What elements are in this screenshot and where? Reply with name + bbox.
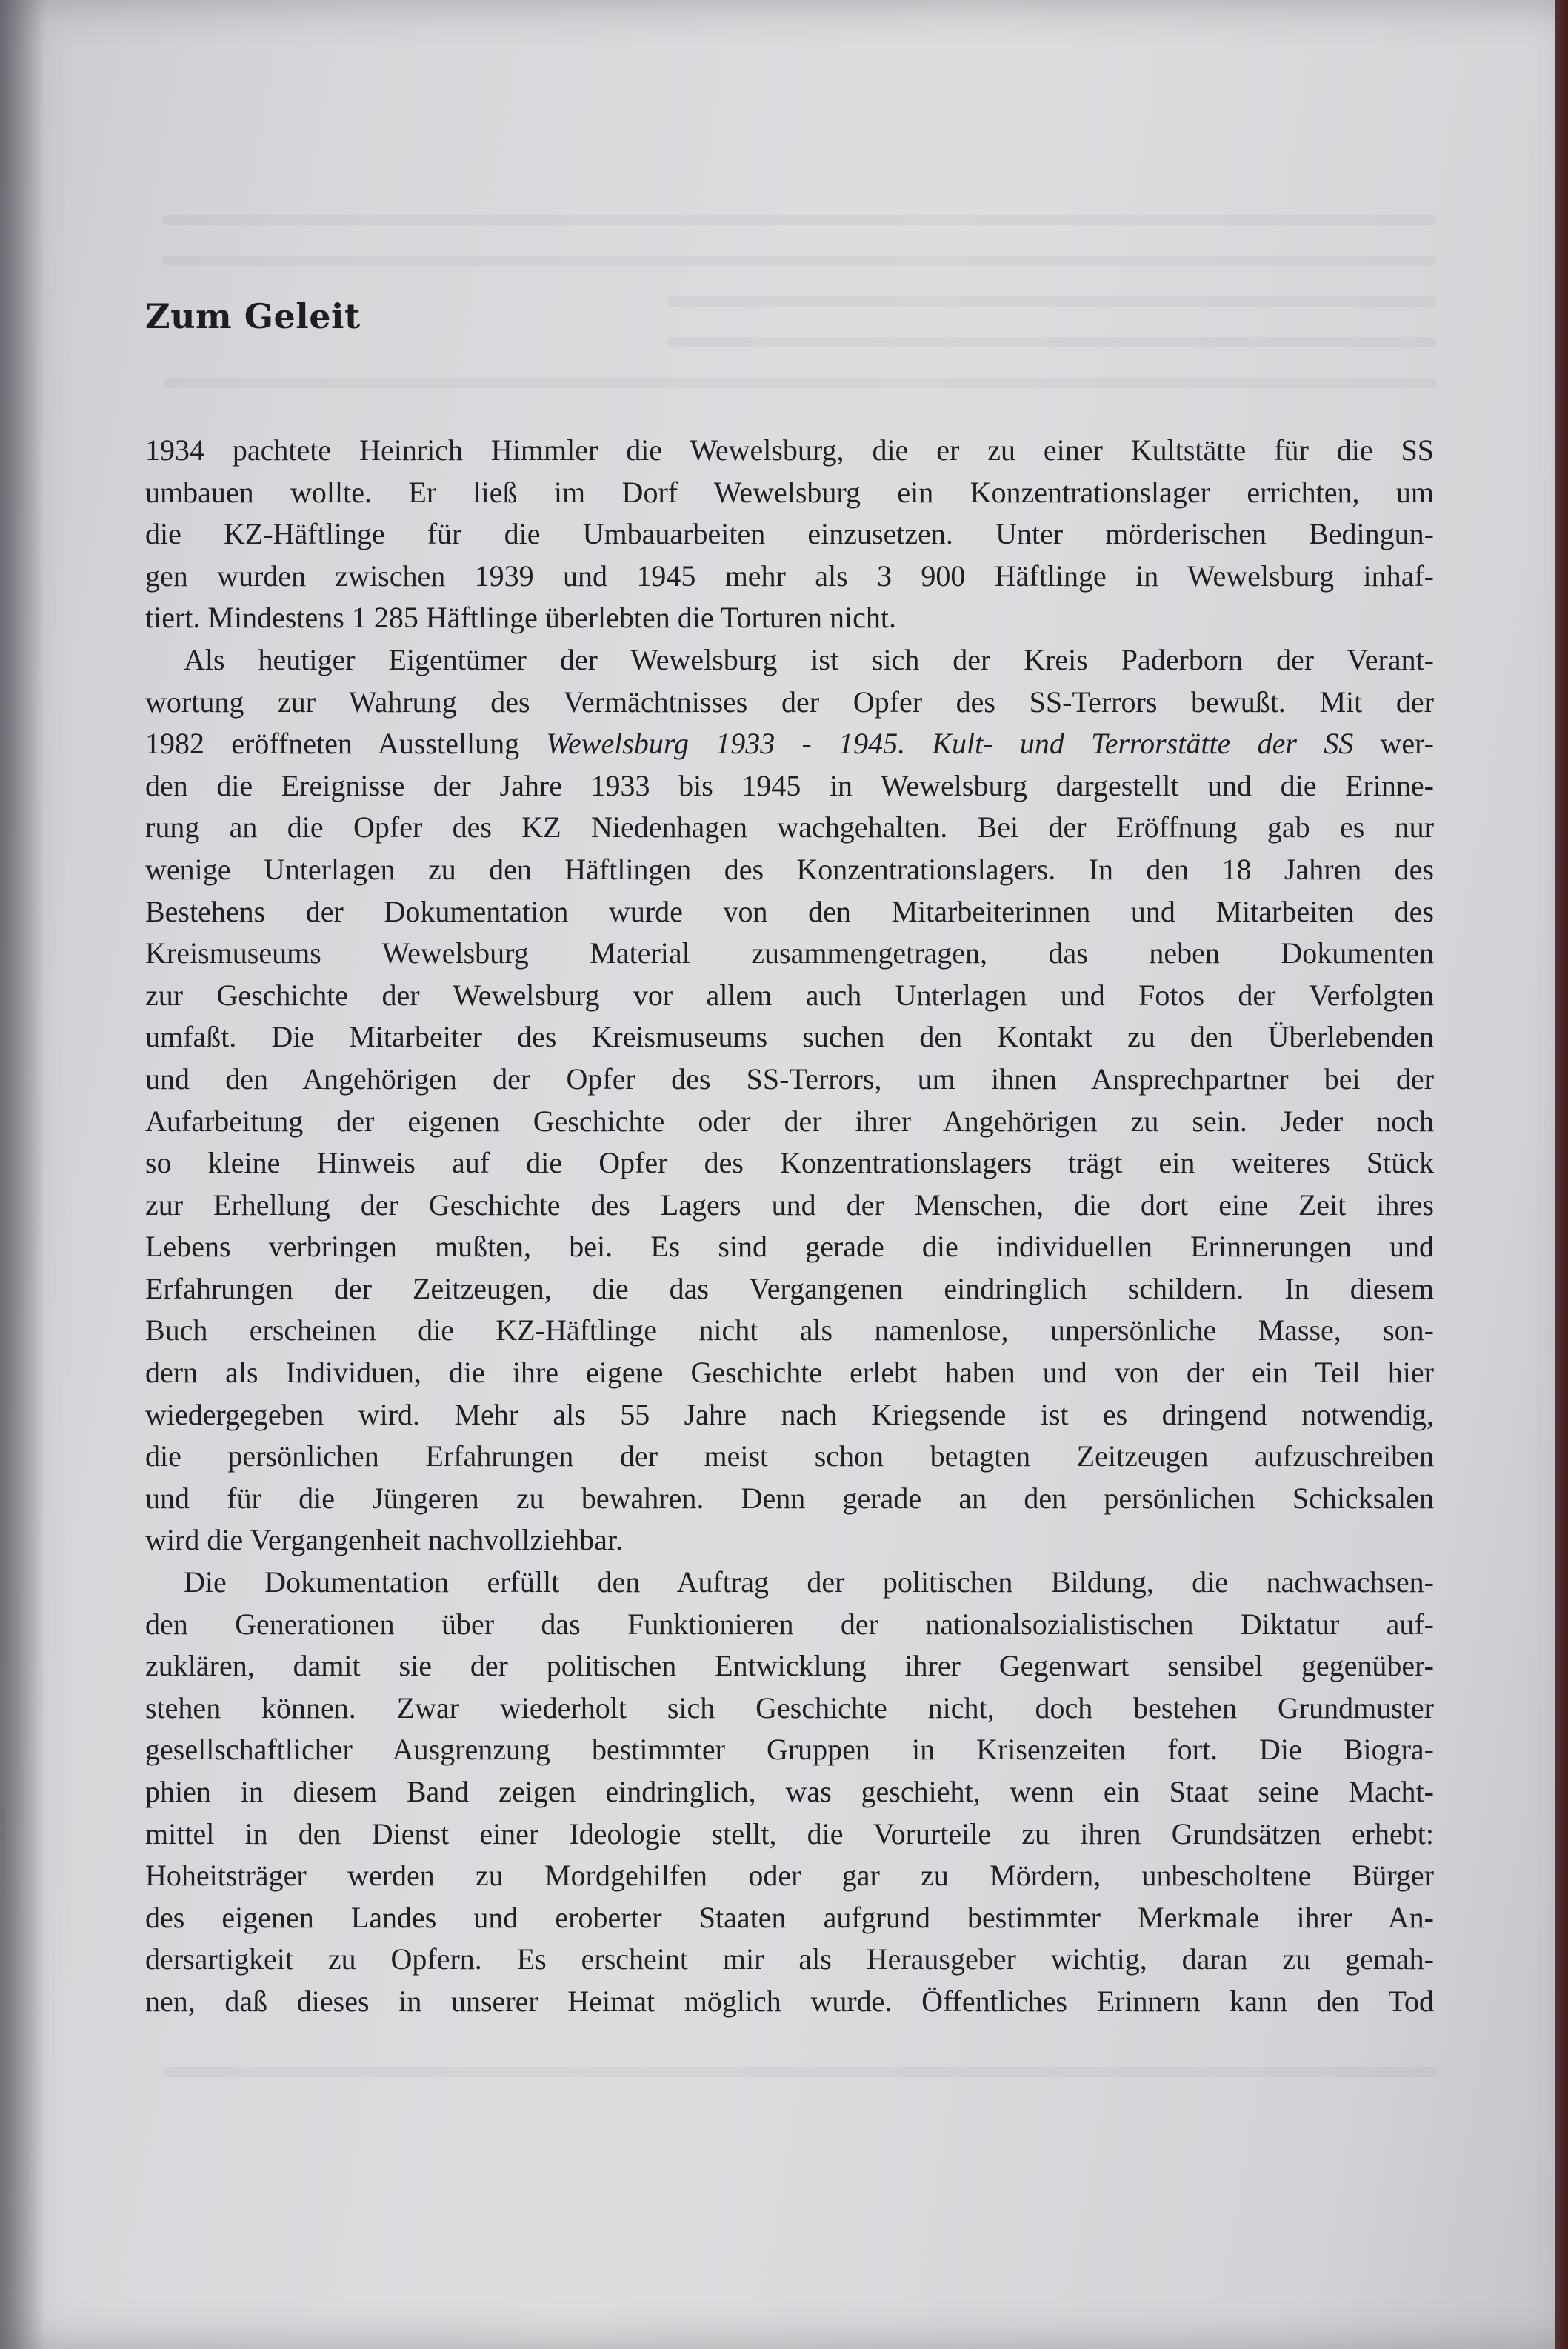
text-line: Buch erscheinen die KZ-Häftlinge nicht als namenlose, unpersönliche Masse, son- <box>145 1313 1434 1347</box>
text-line: tiert. Mindestens 1 285 Häftlinge überlebten die Torturen nicht. <box>145 601 896 635</box>
show-through-line <box>667 296 1437 307</box>
text-line: umfaßt. Die Mitarbeiter des Kreismuseums suchen den Kontakt zu den Überlebenden <box>145 1020 1434 1054</box>
text-line: nen, daß dieses in unserer Heimat möglich wurde. Öffentliches Erinnern kann den Tod <box>145 1984 1434 2018</box>
text-line: wiedergegeben wird. Mehr als 55 Jahre nach Kriegsende ist es dringend notwendig, <box>145 1397 1434 1431</box>
text-line: umbauen wollte. Er ließ im Dorf Wewelsburg ein Konzentrationslager errichten, um <box>145 475 1434 509</box>
text-line: wenige Unterlagen zu den Häftlingen des Konzentrationslagers. In den 18 Jahren des <box>145 852 1434 886</box>
text-line: gesellschaftlicher Ausgrenzung bestimmter Gruppen in Krisenzeiten fort. Die Biogra- <box>145 1733 1434 1767</box>
show-through-line <box>163 256 1437 266</box>
text-line: wird die Vergangenheit nachvollziehbar. <box>145 1523 623 1557</box>
show-through-line <box>163 378 1437 388</box>
text-line: Erfahrungen der Zeitzeugen, die das Vergangenen eindringlich schildern. In diesem <box>145 1271 1434 1305</box>
body-text <box>145 430 1434 2023</box>
text-line: die persönlichen Erfahrungen der meist schon betagten Zeitzeugen aufzuschreiben <box>145 1439 1434 1473</box>
text-segment: 1982 eröffneten Ausstellung <box>145 727 547 761</box>
text-line: 1934 pachtete Heinrich Himmler die Wewelsburg, die er zu einer Kultstätte für die SS <box>145 433 1434 467</box>
text-line: rung an die Opfer des KZ Niedenhagen wachgehalten. Bei der Eröffnung gab es nur <box>145 810 1434 844</box>
text-line: und für die Jüngeren zu bewahren. Denn gerade an den persönlichen Schicksalen <box>145 1481 1434 1515</box>
text-line: so kleine Hinweis auf die Opfer des Konzentrationslagers trägt ein weiteres Stück <box>145 1146 1434 1180</box>
text-line: Als heutiger Eigentümer der Wewelsburg ist sich der Kreis Paderborn der Verant- <box>184 642 1434 676</box>
text-line: den die Ereignisse der Jahre 1933 bis 1945 in Wewelsburg dargestellt und die Erinne- <box>145 768 1434 802</box>
text-segment: wer- <box>1353 727 1435 761</box>
text-line: zur Geschichte der Wewelsburg vor allem auch Unterlagen und Fotos der Verfolgten <box>145 978 1434 1012</box>
text-line: phien in diesem Band zeigen eindringlich, was geschieht, wenn ein Staat seine Macht- <box>145 1775 1434 1808</box>
text-line: gen wurden zwischen 1939 und 1945 mehr als 3 900 Häftlinge in Wewelsburg inhaf- <box>145 559 1434 593</box>
show-through-line <box>163 215 1437 225</box>
text-line: den Generationen über das Funktionieren der nationalsozialistischen Diktatur auf- <box>145 1607 1434 1641</box>
text-line: Bestehens der Dokumentation wurde von den Mitarbeiterinnen und Mitarbeiten des <box>145 894 1434 928</box>
text-line: stehen können. Zwar wiederholt sich Geschichte nicht, doch bestehen Grundmuster <box>145 1690 1434 1725</box>
text-line: wortung zur Wahrung des Vermächtnisses der Opfer des SS-Terrors bewußt. Mit der <box>145 684 1434 719</box>
text-line-with-title <box>145 723 1434 765</box>
gutter-shadow <box>0 0 44 2349</box>
text-line: dersartigkeit zu Opfern. Es erscheint mir als Herausgeber wichtig, daran zu gemah- <box>145 1942 1434 1976</box>
paragraph-3 <box>145 1562 1434 2023</box>
text-line: Hoheitsträger werden zu Mordgehilfen oder gar zu Mördern, unbescholtene Bürger <box>145 1859 1434 1893</box>
text-line: zur Erhellung der Geschichte des Lagers und der Menschen, die dort eine Zeit ihres <box>145 1187 1434 1222</box>
show-through-line <box>163 2067 1437 2077</box>
text-line: Aufarbeitung der eigenen Geschichte oder der ihrer Angehörigen zu sein. Jeder noch <box>145 1104 1434 1138</box>
book-cover-edge <box>1555 0 1568 2349</box>
text-line: zuklären, damit sie der politischen Entwicklung ihrer Gegenwart sensibel gegenüber- <box>145 1649 1434 1683</box>
text-line: des eigenen Landes und eroberter Staaten aufgrund bestimmter Merkmale ihrer An- <box>145 1900 1434 1934</box>
paragraph-2 <box>145 639 1434 1562</box>
text-line: mittel in den Dienst einer Ideologie stellt, die Vorurteile zu ihren Grundsätzen erhebt: <box>145 1816 1434 1850</box>
show-through-line <box>667 337 1437 347</box>
text-line: dern als Individuen, die ihre eigene Geschichte erlebt haben und von der ein Teil hier <box>145 1356 1434 1390</box>
text-line: die KZ-Häftlinge für die Umbauarbeiten einzusetzen. Unter mörderischen Bedingun- <box>145 517 1434 551</box>
text-line: Kreismuseums Wewelsburg Material zusammengetragen, das neben Dokumenten <box>145 936 1434 970</box>
text-line: Lebens verbringen mußten, bei. Es sind gerade die individuellen Erinnerungen und <box>145 1230 1434 1264</box>
exhibition-title: Wewelsburg 1933 - 1945. Kult- und Terrorstätte der SS <box>546 727 1354 761</box>
text-line: Die Dokumentation erfüllt den Auftrag der politischen Bildung, die nachwachsen- <box>184 1565 1434 1599</box>
text-line: und den Angehörigen der Opfer des SS-Terrors, um ihnen Ansprechpartner bei der <box>145 1062 1434 1096</box>
page-title: Zum Geleit <box>145 296 361 336</box>
paragraph-1 <box>145 430 1434 639</box>
